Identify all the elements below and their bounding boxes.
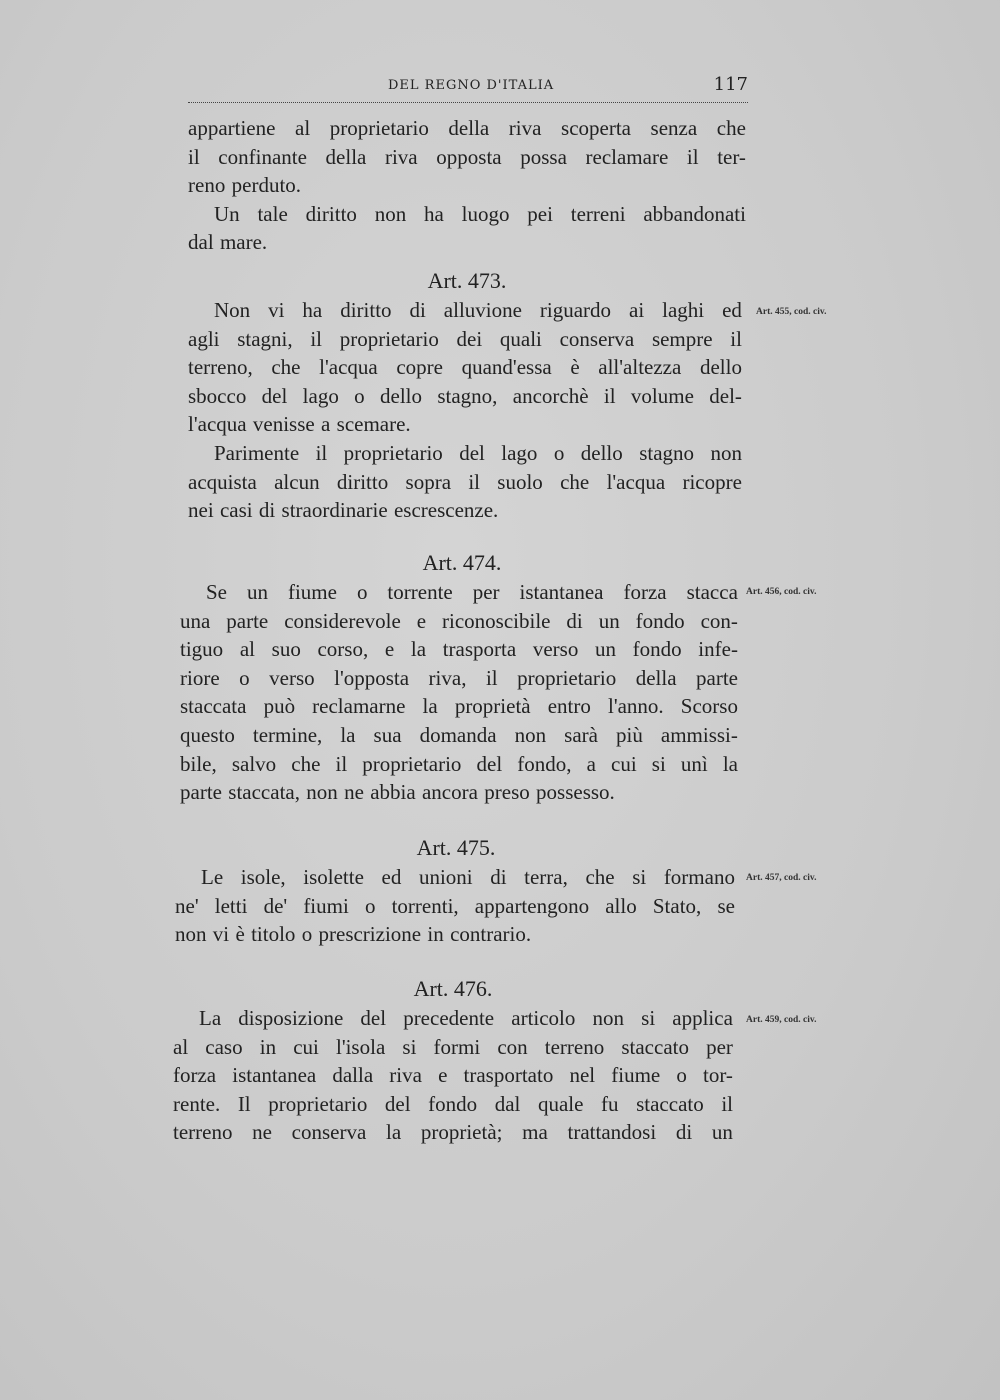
- article-473-heading: Art. 473.: [427, 268, 507, 293]
- article-476-heading: Art. 476.: [413, 976, 493, 1001]
- text-line: La disposizione del precedente articolo non si applica: [199, 1006, 733, 1030]
- text-line: forza istantanea dalla riva e trasportato nel fiume o tor-: [173, 1063, 733, 1088]
- text-line: una parte considerevole e riconoscibile di un fondo con-: [180, 608, 738, 633]
- article-474-margin-note: Art. 456, cod. civ.: [746, 587, 817, 597]
- text-line: sbocco del lago o dello stagno, ancorchè il volume del-: [188, 383, 742, 408]
- text-line: reno perduto.: [188, 173, 302, 198]
- text-line: Un tale diritto non ha luogo pei terreni abbandonati: [214, 201, 746, 226]
- text-line: bile, salvo che il proprietario del fondo, a cui si unì la: [180, 751, 738, 776]
- page-number: 117: [713, 74, 748, 95]
- article-476-body: [173, 1004, 733, 1147]
- article-475-heading: Art. 475.: [416, 835, 496, 860]
- text-line: ne' letti de' fiumi o torrenti, appartengono allo Stato, se: [175, 893, 735, 918]
- text-line: acquista alcun diritto sopra il suolo che l'acqua ricopre: [188, 469, 742, 494]
- article-476-margin-note: Art. 459, cod. civ.: [746, 1015, 817, 1025]
- continuation-paragraph: [188, 114, 746, 257]
- text-line: tiguo al suo corso, e la trasporta verso un fondo infe-: [180, 637, 738, 662]
- text-line: Se un fiume o torrente per istantanea forza stacca: [206, 580, 738, 604]
- text-line: il confinante della riva opposta possa reclamare il ter-: [188, 144, 746, 169]
- text-line: nei casi di straordinarie escrescenze.: [188, 498, 499, 523]
- text-line: Parimente il proprietario del lago o dello stagno non: [214, 440, 742, 465]
- text-line: appartiene al proprietario della riva scoperta senza che: [188, 116, 746, 140]
- text-line: dal mare.: [188, 230, 268, 255]
- article-474-heading: Art. 474.: [422, 550, 502, 575]
- text-line: l'acqua venisse a scemare.: [188, 412, 411, 437]
- article-473-margin-note: Art. 455, cod. civ.: [756, 307, 827, 317]
- article-475-margin-note: Art. 457, cod. civ.: [746, 873, 817, 883]
- article-475-body: [175, 863, 735, 949]
- text-line: parte staccata, non ne abbia ancora preso possesso.: [180, 780, 615, 805]
- text-line: staccata può reclamarne la proprietà entro l'anno. Scorso: [180, 694, 738, 719]
- text-line: agli stagni, il proprietario dei quali conserva sempre il: [188, 326, 742, 351]
- text-line: non vi è titolo o prescrizione in contrario.: [175, 922, 532, 947]
- text-line: al caso in cui l'isola si formi con terreno staccato per: [173, 1034, 733, 1059]
- text-line: riore o verso l'opposta riva, il proprietario della parte: [180, 665, 738, 690]
- text-line: terreno ne conserva la proprietà; ma trattandosi di un: [173, 1120, 733, 1145]
- text-line: Le isole, isolette ed unioni di terra, che si formano: [201, 865, 735, 889]
- text-line: questo termine, la sua domanda non sarà più ammissi-: [180, 722, 738, 747]
- text-line: rente. Il proprietario del fondo dal quale fu staccato il: [173, 1091, 733, 1116]
- running-title: DEL REGNO D'ITALIA: [388, 78, 555, 93]
- article-473-body: [188, 296, 742, 525]
- article-474-body: [180, 578, 738, 807]
- page-header: [188, 72, 748, 103]
- text-line: Non vi ha diritto di alluvione riguardo ai laghi ed: [214, 298, 742, 322]
- text-line: terreno, che l'acqua copre quand'essa è all'altezza dello: [188, 355, 742, 380]
